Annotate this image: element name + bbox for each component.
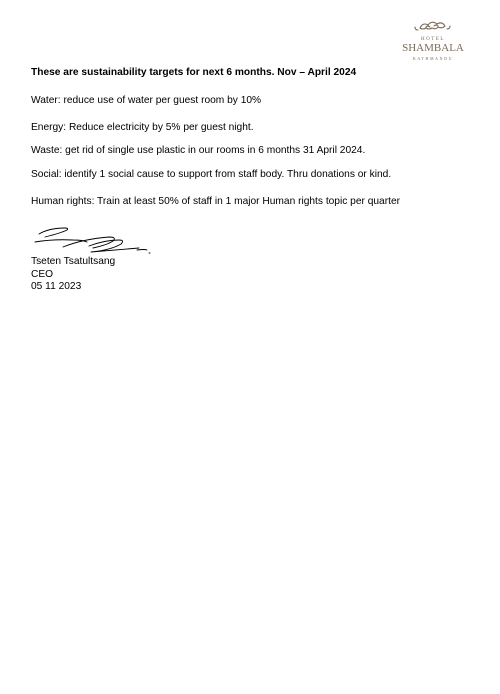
target-waste: Waste: get rid of single use plastic in our rooms in 6 months 31 April 2024. [31,145,366,156]
handwritten-signature [33,222,157,256]
logo-hotel-text: HOTEL [421,37,445,42]
target-water: Water: reduce use of water per guest room by 10% [31,95,262,106]
document-heading: These are sustainability targets for next 6 months. Nov – April 2024 [31,67,357,78]
signature-date: 05 11 2023 [31,281,82,292]
signatory-name: Tseten Tsatultsang [31,256,116,267]
target-social: Social: identify 1 social cause to support from staff body. Thru donations or kind. [31,169,392,180]
target-human-rights: Human rights: Train at least 50% of staff in 1 major Human rights topic per quarter [31,196,400,207]
document-body [31,66,471,207]
logo-shambala-text: SHAMBALA [402,42,464,54]
signatory-title: CEO [31,268,54,280]
hotel-shambala-logo [400,18,466,70]
signatory-block [31,256,115,294]
cloud-ornament-icon [400,18,466,70]
logo-kathmandu-text: KATHMANDU [412,56,454,61]
target-energy: Energy: Reduce electricity by 5% per guest night. [31,122,254,133]
